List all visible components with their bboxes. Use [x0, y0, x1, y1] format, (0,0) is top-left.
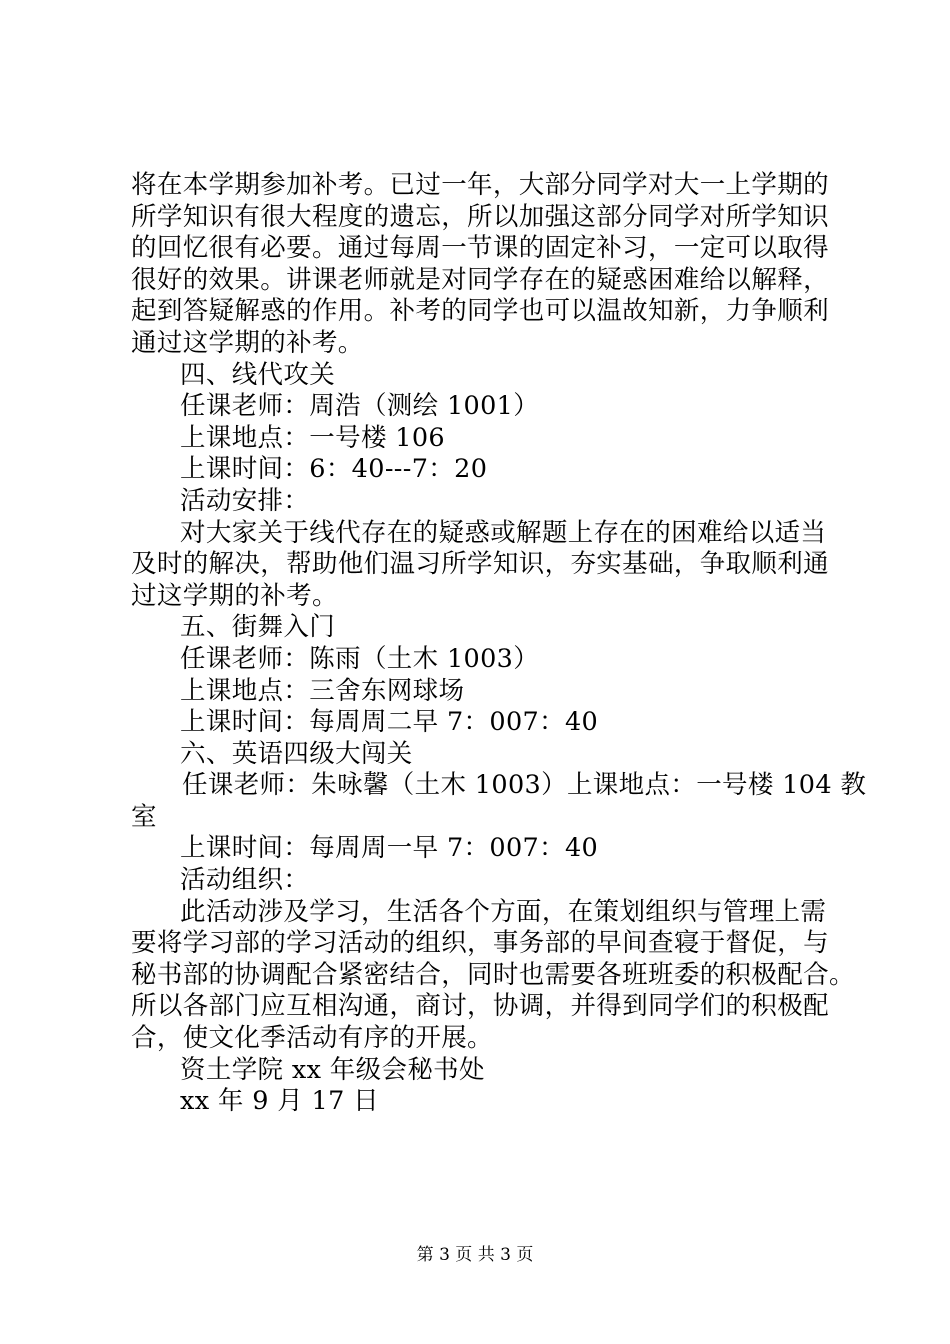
text-line: 此活动涉及学习，生活各个方面，在策划组织与管理上需: [180, 896, 827, 927]
time-line: 上课时间：每周周二早 7：007：40: [180, 707, 599, 738]
document-body: [131, 170, 867, 1118]
text-line: 对大家关于线代存在的疑惑或解题上存在的困难给以适当: [180, 517, 827, 548]
time-line: 上课时间：每周周一早 7：007：40: [180, 833, 599, 864]
signature-date: xx 年 9 月 17 日: [180, 1086, 380, 1117]
text-line: 将在本学期参加补考。已过一年，大部分同学对大一上学期的: [131, 170, 829, 200]
signature-org: 资土学院 xx 年级会秘书处: [180, 1054, 485, 1085]
teacher-location-line: 任课老师：朱咏馨（土木 1003）上课地点：一号楼 104 教: [182, 770, 867, 801]
location-line: 上课地点：三舍东网球场: [180, 675, 465, 706]
text-line: 室: [131, 801, 157, 832]
text-line: 过这学期的补考。: [131, 580, 338, 611]
text-line: 所学知识有很大程度的遗忘，所以加强这部分同学对所学知识: [131, 201, 829, 232]
text-line: 及时的解决，帮助他们温习所学知识，夯实基础，争取顺利通: [131, 549, 829, 580]
text-line: 的回忆很有必要。通过每周一节课的固定补习，一定可以取得: [131, 233, 829, 264]
organization-label: 活动组织：: [180, 865, 310, 896]
text-line: 起到答疑解惑的作用。补考的同学也可以温故知新，力争顺利: [131, 296, 829, 327]
time-line: 上课时间：6：40---7：20: [180, 454, 488, 485]
text-line: 所以各部门应互相沟通，商讨，协调，并得到同学们的积极配: [131, 991, 829, 1022]
text-line: 通过这学期的补考。: [131, 327, 364, 358]
teacher-line: 任课老师：周浩（测绘 1001）: [180, 391, 540, 422]
text-line: 要将学习部的学习活动的组织，事务部的早间查寝于督促，与: [131, 928, 829, 959]
teacher-line: 任课老师：陈雨（土木 1003）: [180, 643, 540, 674]
section-heading-linear-algebra: 四、线代攻关: [180, 359, 336, 390]
text-line: 很好的效果。讲课老师就是对同学存在的疑惑困难给以解释，: [131, 264, 829, 295]
arrangement-label: 活动安排：: [180, 485, 310, 516]
location-line: 上课地点：一号楼 106: [180, 422, 445, 453]
text-line: 秘书部的协调配合紧密结合，同时也需要各班班委的积极配合。: [131, 959, 855, 990]
section-heading-street-dance: 五、街舞入门: [180, 612, 336, 643]
page-number-footer: 第 3 页 共 3 页: [416, 1245, 534, 1265]
text-line: 合，使文化季活动有序的开展。: [131, 1023, 493, 1054]
section-heading-english-cet4: 六、英语四级大闯关: [180, 738, 413, 769]
